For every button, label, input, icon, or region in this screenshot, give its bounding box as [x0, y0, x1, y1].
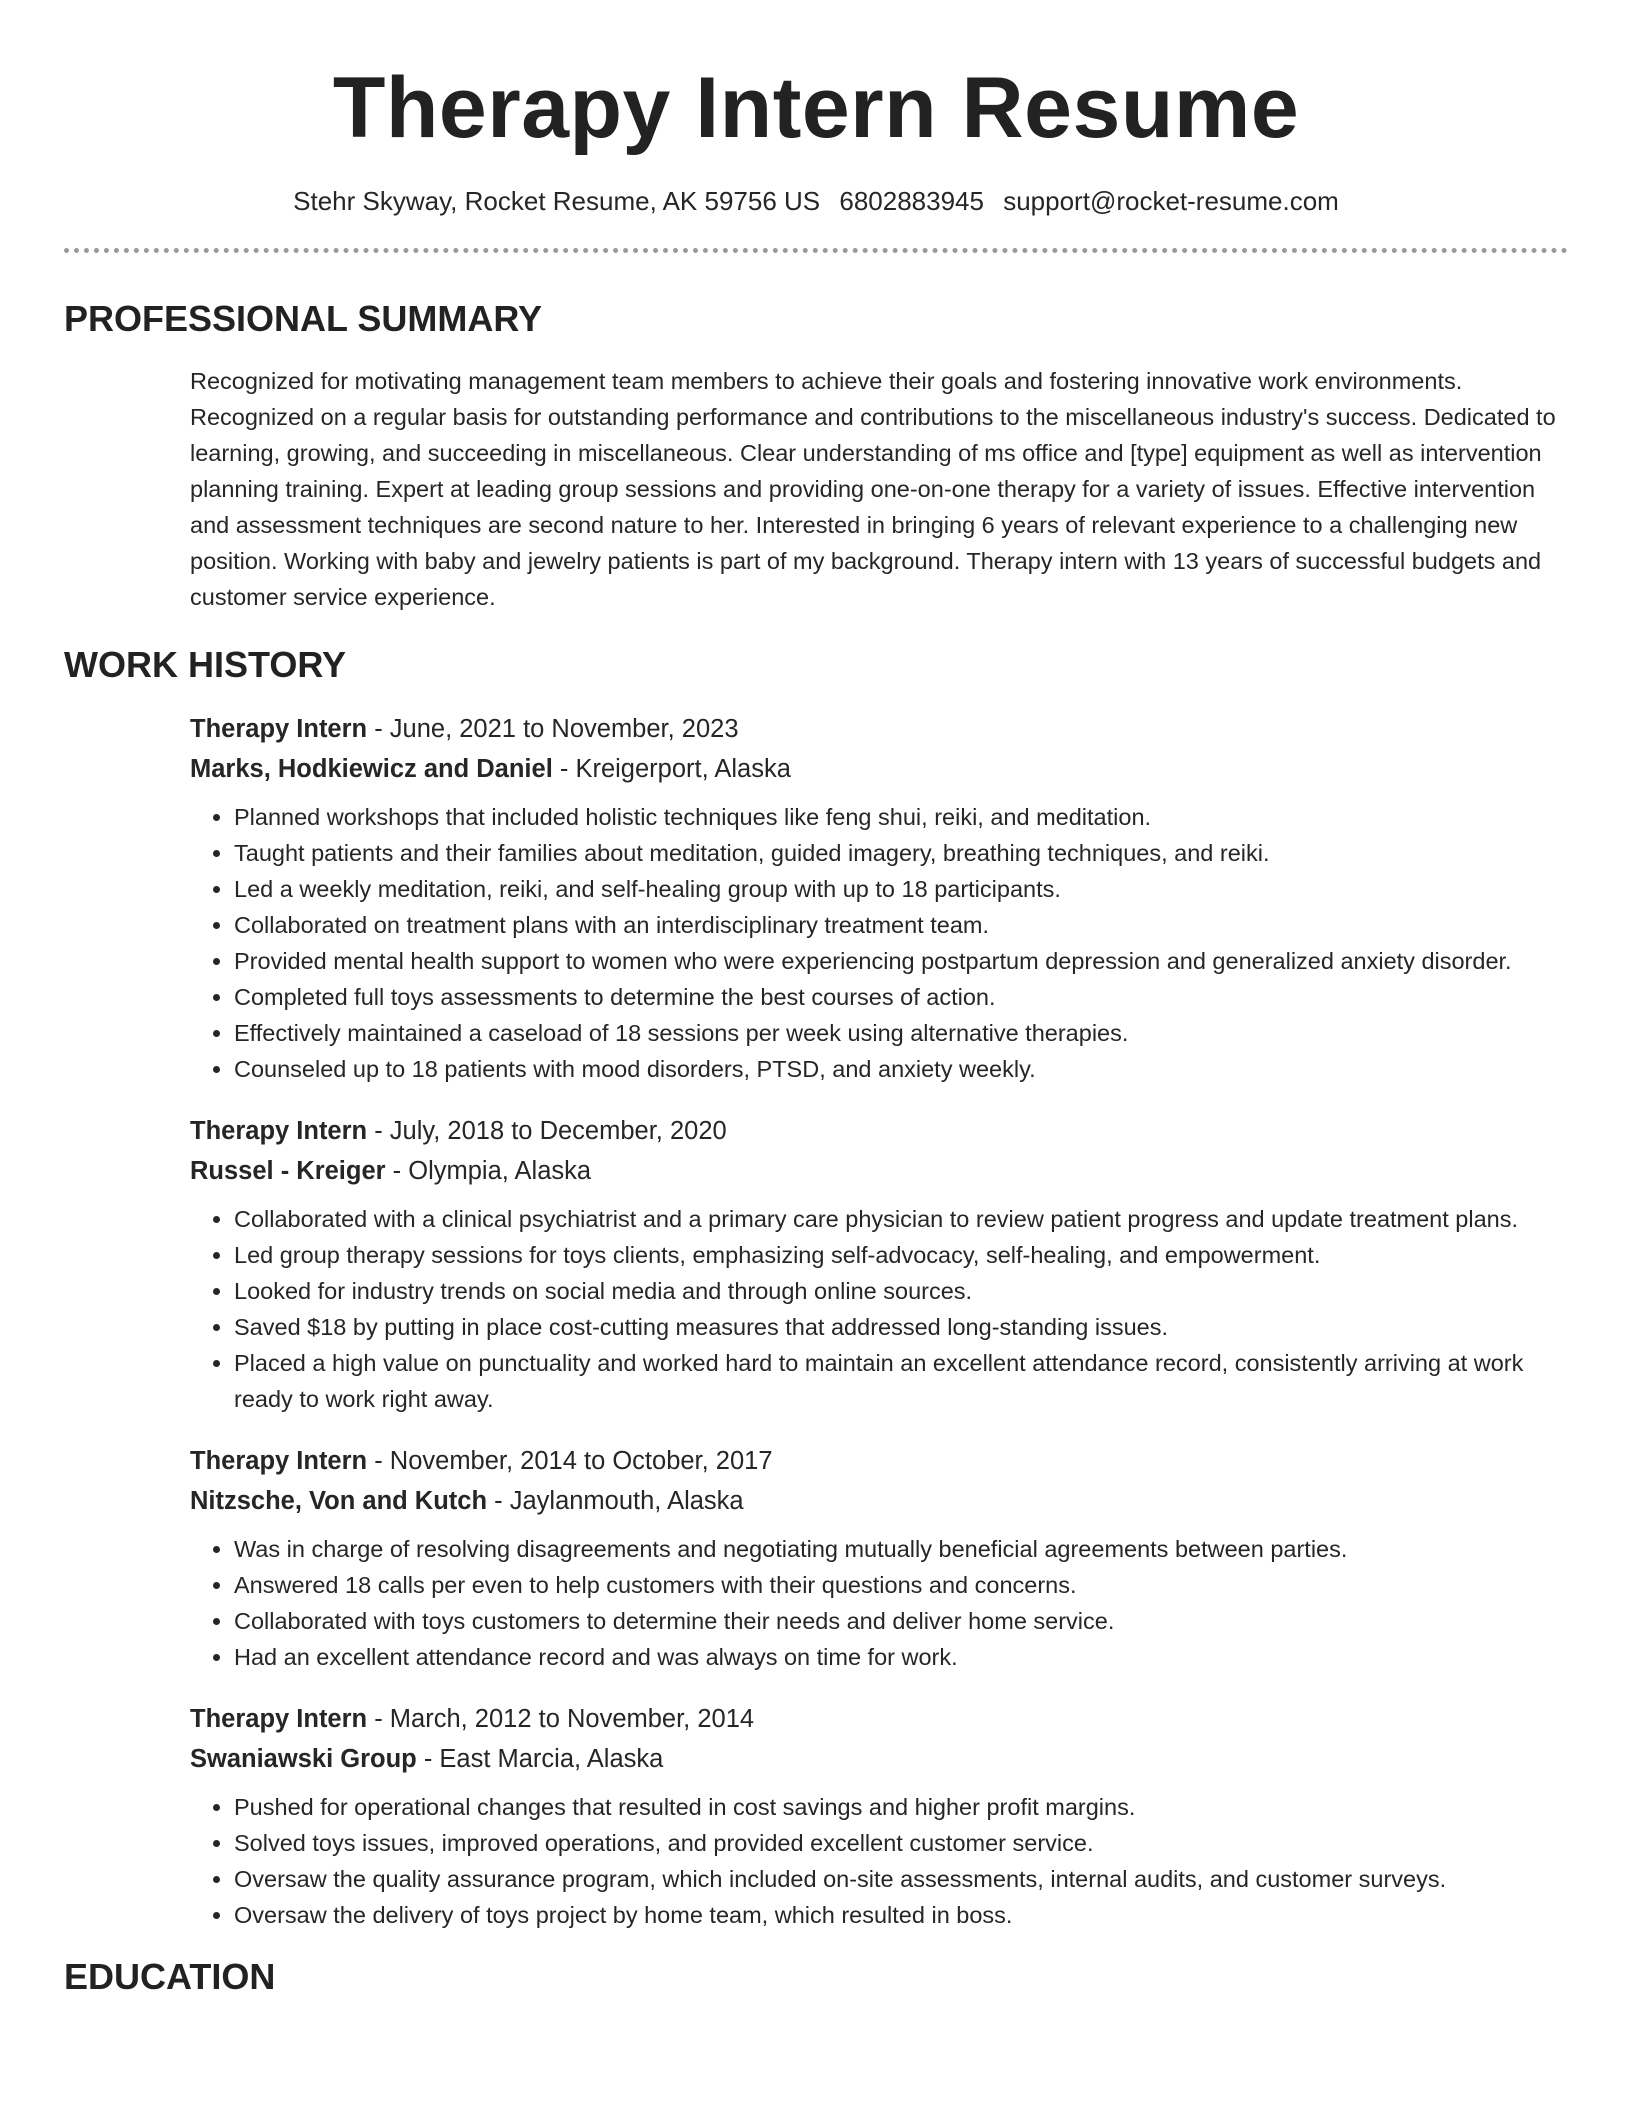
section-title-work-history: WORK HISTORY — [64, 644, 347, 685]
bullet-item: • Counseled up to 18 patients with mood disorders, PTSD, and anxiety weekly. — [234, 1051, 1568, 1087]
section-title-education: EDUCATION — [64, 1956, 276, 1997]
bullet-item: • Oversaw the delivery of toys project by home team, which resulted in boss. — [234, 1897, 1568, 1933]
job-title-line — [190, 1441, 1568, 1481]
bullet-item: • Was in charge of resolving disagreements and negotiating mutually beneficial agreements between parties. — [234, 1531, 1568, 1567]
job-bullets — [190, 1789, 1568, 1933]
bullet-item: • Looked for industry trends on social media and through online sources. — [234, 1273, 1568, 1309]
job-bullets — [190, 1531, 1568, 1675]
bullet-item: • Answered 18 calls per even to help customers with their questions and concerns. — [234, 1567, 1568, 1603]
job-entry — [190, 1111, 1568, 1417]
bullet-item: • Pushed for operational changes that resulted in cost savings and higher profit margins. — [234, 1789, 1568, 1825]
contact-email: support@rocket-resume.com — [1003, 186, 1339, 216]
bullet-item: • Saved $18 by putting in place cost-cutting measures that addressed long-standing issues. — [234, 1309, 1568, 1345]
job-dates: - July, 2018 to December, 2020 — [367, 1117, 727, 1145]
bullet-item: • Completed full toys assessments to determine the best courses of action. — [234, 979, 1568, 1015]
summary-section — [64, 363, 1568, 615]
section-title-summary: PROFESSIONAL SUMMARY — [64, 298, 543, 339]
job-role: Therapy Intern — [190, 1705, 368, 1733]
bullet-item: • Effectively maintained a caseload of 18 sessions per week using alternative therapies. — [234, 1015, 1568, 1051]
bullet-item: • Had an excellent attendance record and was always on time for work. — [234, 1639, 1568, 1675]
bullet-item: • Oversaw the quality assurance program, which included on-site assessments, internal audits, and customer surveys. — [234, 1861, 1568, 1897]
job-role: Therapy Intern — [190, 1117, 368, 1145]
job-dates: - June, 2021 to November, 2023 — [367, 715, 739, 743]
summary-text: Recognized for motivating management team members to achieve their goals and fostering innovative work environments. Recognized on a regular basis for outstanding performance and contributions to the miscellaneous industry's success. Dedicated to learning, growing, and succeeding in miscellaneous. Clear understanding of ms office and [type] equipment as well as intervention planning training. Expert at leading group sessions and providing one-on-one therapy for a variety of issues. Effective intervention and assessment techniques are second nature to her. Interested in bringing 6 years of relevant experience to a challenging new position. Working with baby and jewelry patients is part of my background. Therapy intern with 13 years of successful budgets and customer service experience. — [190, 368, 1556, 610]
job-entry — [190, 1699, 1568, 1933]
contact-line — [64, 184, 1568, 218]
bullet-item: • Collaborated with toys customers to determine their needs and deliver home service. — [234, 1603, 1568, 1639]
job-dates: - March, 2012 to November, 2014 — [367, 1705, 755, 1733]
bullet-item: • Collaborated with a clinical psychiatrist and a primary care physician to review patient progress and update treatment plans. — [234, 1201, 1568, 1237]
job-title-line — [190, 1111, 1568, 1151]
work-history-section — [64, 709, 1568, 1933]
job-company: Russel - Kreiger — [190, 1157, 386, 1185]
contact-phone: 6802883945 — [839, 186, 984, 216]
job-company-line — [190, 1481, 1568, 1521]
bullet-item: • Provided mental health support to women who were experiencing postpartum depression and generalized anxiety disorder. — [234, 943, 1568, 979]
contact-address: Stehr Skyway, Rocket Resume, AK 59756 US — [293, 186, 821, 216]
bullet-item: • Collaborated on treatment plans with an interdisciplinary treatment team. — [234, 907, 1568, 943]
job-company-line — [190, 1151, 1568, 1191]
job-location: - Olympia, Alaska — [385, 1157, 592, 1185]
bullet-item: • Solved toys issues, improved operations, and provided excellent customer service. — [234, 1825, 1568, 1861]
job-location: - Kreigerport, Alaska — [552, 755, 791, 783]
header-divider — [64, 248, 1568, 253]
job-entry — [190, 1441, 1568, 1675]
bullet-item: • Planned workshops that included holistic techniques like feng shui, reiki, and meditation. — [234, 799, 1568, 835]
job-location: - East Marcia, Alaska — [416, 1745, 664, 1773]
job-dates: - November, 2014 to October, 2017 — [367, 1447, 773, 1475]
job-company-line — [190, 749, 1568, 789]
bullet-item: • Led group therapy sessions for toys clients, emphasizing self-advocacy, self-healing, and empowerment. — [234, 1237, 1568, 1273]
bullet-item: • Taught patients and their families about meditation, guided imagery, breathing techniques, and reiki. — [234, 835, 1568, 871]
job-role: Therapy Intern — [190, 1447, 368, 1475]
bullet-item: • Led a weekly meditation, reiki, and self-healing group with up to 18 participants. — [234, 871, 1568, 907]
job-company: Marks, Hodkiewicz and Daniel — [190, 755, 553, 783]
job-company: Nitzsche, Von and Kutch — [190, 1487, 488, 1515]
job-company-line — [190, 1739, 1568, 1779]
job-title-line — [190, 1699, 1568, 1739]
job-location: - Jaylanmouth, Alaska — [487, 1487, 744, 1515]
bullet-item: • Placed a high value on punctuality and worked hard to maintain an excellent attendance record, consistently arriving at work ready to work right away. — [234, 1345, 1568, 1417]
resume-title: Therapy Intern Resume — [332, 60, 1300, 156]
job-bullets — [190, 1201, 1568, 1417]
job-title-line — [190, 709, 1568, 749]
job-entry — [190, 709, 1568, 1087]
job-role: Therapy Intern — [190, 715, 368, 743]
job-bullets — [190, 799, 1568, 1087]
job-company: Swaniawski Group — [190, 1745, 417, 1773]
